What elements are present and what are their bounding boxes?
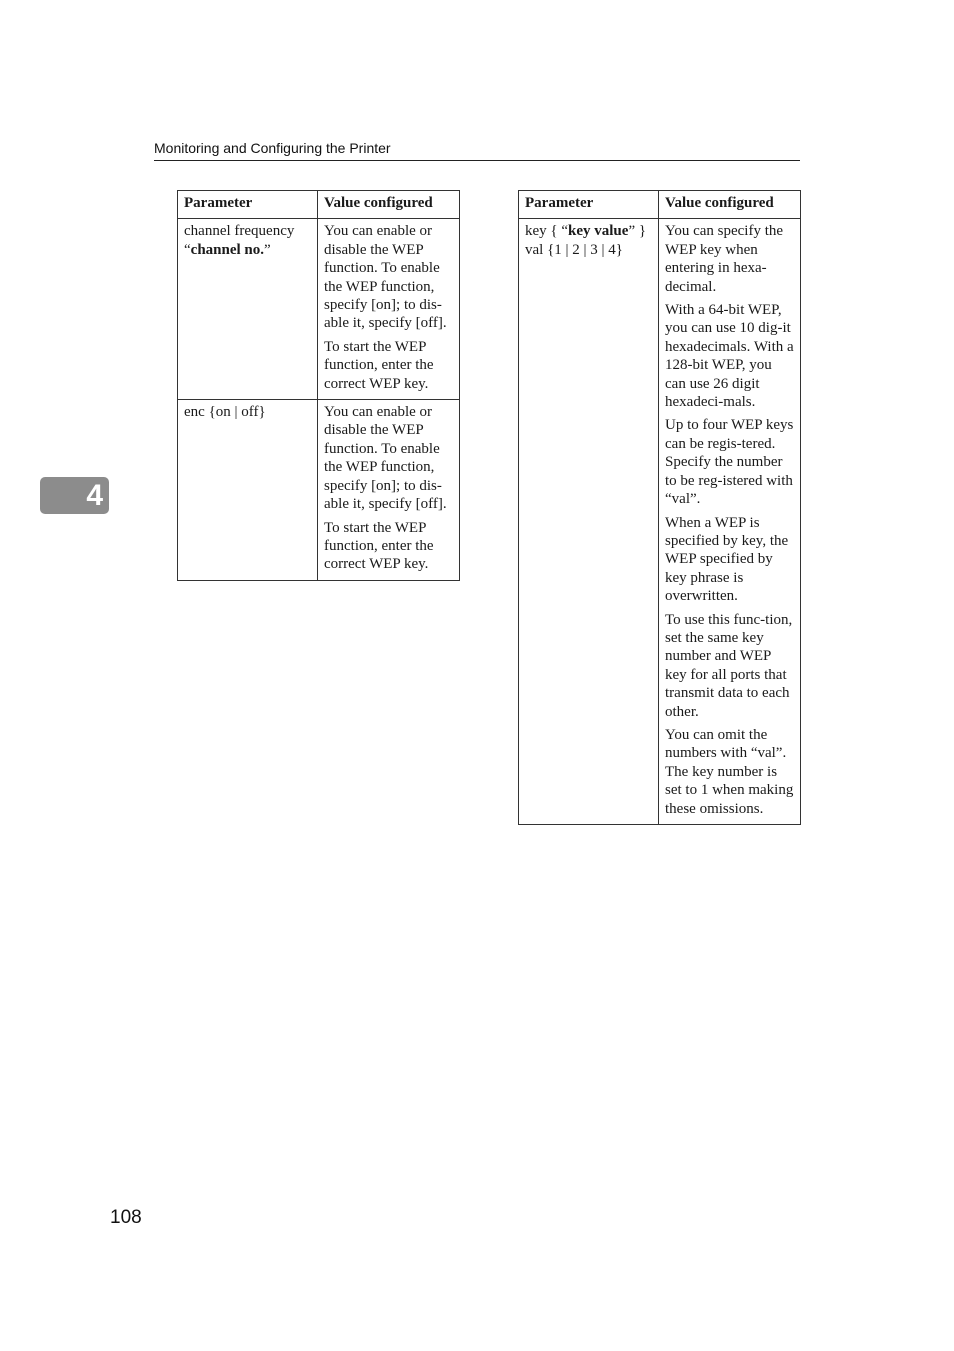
parameter-suffix: ” } <box>628 223 647 240</box>
column-header-value: Value configured <box>318 191 460 219</box>
parameter-cell <box>178 400 318 581</box>
parameter-bold-text: channel no. <box>190 241 265 258</box>
parameter-text: val {1 | 2 | 3 | 4} <box>525 241 623 258</box>
value-paragraph: You can enable or disable the WEP function. To enable the WEP function, specify [on]; to dis-able it, specify [off]. <box>324 223 447 332</box>
table-row <box>519 219 801 825</box>
page-number: 108 <box>110 1207 142 1228</box>
value-paragraph: With a 64-bit WEP, you can use 10 dig-it hexadecimals. With a 128-bit WEP, you can use 26 digit hexadeci-mals. <box>665 302 794 411</box>
table-header-row <box>178 191 460 219</box>
quote-close: ” <box>264 241 271 258</box>
value-paragraph: To use this func-tion, set the same key number and WEP key for all ports that transmit data to each other. <box>665 611 793 720</box>
value-paragraph: When a WEP is specified by key, the WEP specified by key phrase is overwritten. <box>665 514 789 605</box>
column-header-value: Value configured <box>659 191 801 219</box>
value-cell <box>659 219 801 825</box>
parameter-cell <box>519 219 659 825</box>
value-paragraph: You can omit the numbers with “val”. The key number is set to 1 when making these omissions. <box>665 726 794 817</box>
value-paragraph: You can enable or disable the WEP function. To enable the WEP function, specify [on]; to dis-able it, specify [off]. <box>324 404 447 513</box>
right-parameter-table <box>518 190 801 825</box>
left-parameter-table <box>177 190 460 581</box>
parameter-prefix: key { “ <box>525 223 569 240</box>
header-title: Monitoring and Configuring the Printer <box>154 140 391 156</box>
parameter-text: channel frequency <box>184 223 295 240</box>
value-paragraph: To start the WEP function, enter the correct WEP key. <box>324 519 434 573</box>
table-row <box>178 219 460 400</box>
column-header-parameter: Parameter <box>178 191 318 219</box>
value-cell <box>318 400 460 581</box>
parameter-bold-text: key value <box>568 223 629 240</box>
quote-open: “ <box>184 241 191 258</box>
chapter-tab: 4 <box>40 477 109 514</box>
parameter-text: enc {on | off} <box>184 404 266 421</box>
value-paragraph: You can specify the WEP key when entering in hexa-decimal. <box>665 223 784 295</box>
value-paragraph: To start the WEP function, enter the correct WEP key. <box>324 338 434 392</box>
parameter-cell <box>178 219 318 400</box>
value-cell <box>318 219 460 400</box>
running-header <box>154 139 800 161</box>
table-row <box>178 400 460 581</box>
column-header-parameter: Parameter <box>519 191 659 219</box>
table-header-row <box>519 191 801 219</box>
value-paragraph: Up to four WEP keys can be regis-tered. Specify the number to be reg-istered with “val”. <box>665 417 794 508</box>
